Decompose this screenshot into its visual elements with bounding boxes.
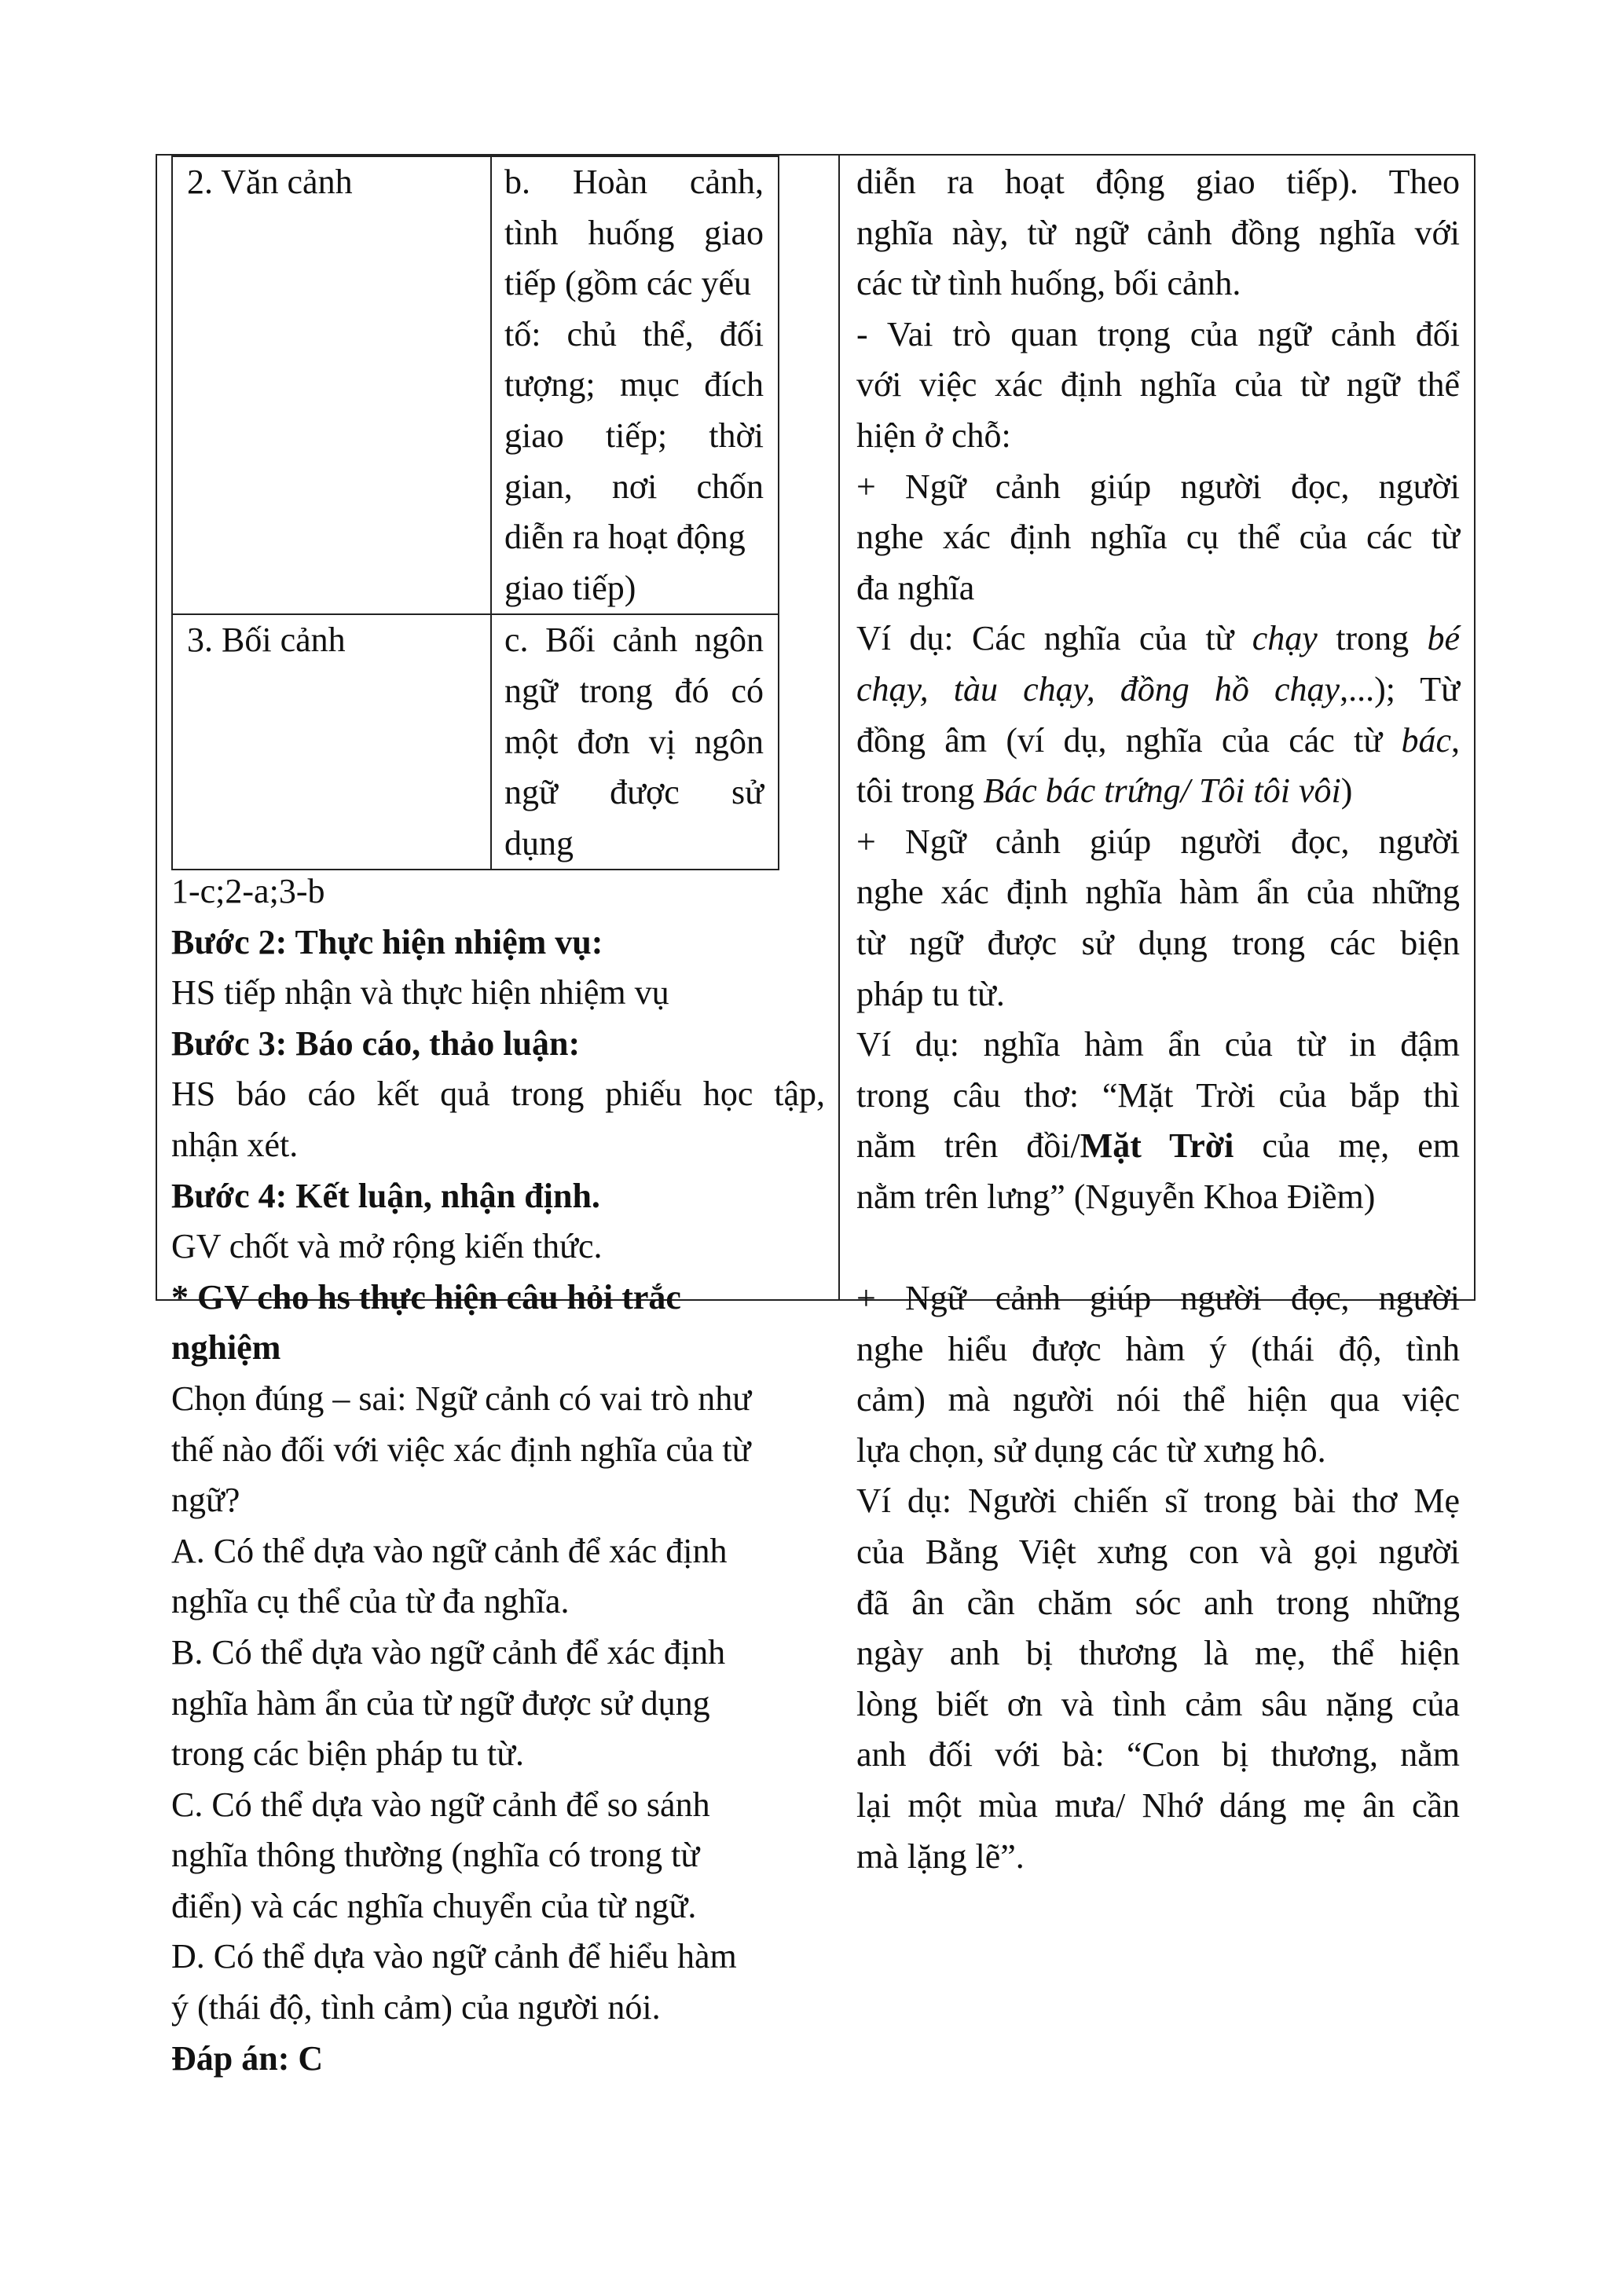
term-cell: [172, 156, 491, 614]
option-b: B. Có thể dựa vào ngữ cảnh để xác định: [171, 1632, 726, 1672]
definition-line: ngữ trong đó có: [504, 671, 764, 710]
answer-match: 1-c;2-a;3-b: [171, 872, 325, 910]
quiz-title: * GV cho hs thực hiện câu hỏi trắc: [171, 1277, 681, 1316]
option-b: trong các biện pháp tu từ.: [171, 1734, 525, 1774]
definition-line: gian, nơi chốn: [504, 467, 764, 506]
definition-line: dụng: [504, 823, 574, 862]
term-van-canh: 2. Văn cảnh: [187, 163, 353, 201]
right-line: nằm trên đồi/Mặt Trời của mẹ, em: [856, 1126, 1460, 1166]
right-line: pháp tu từ.: [856, 974, 1005, 1013]
option-d: ý (thái độ, tình cảm) của người nói.: [171, 1988, 661, 2027]
right-line: + Ngữ cảnh giúp người đọc, người: [856, 822, 1460, 861]
step2-title: Bước 2: Thực hiện nhiệm vụ:: [171, 922, 603, 961]
example-line: đồng âm (ví dụ, nghĩa của các từ bác,: [856, 720, 1460, 760]
right-line: + Ngữ cảnh giúp người đọc, người: [856, 1279, 1460, 1318]
right-line: đã ân cần chăm sóc anh trong những: [856, 1583, 1460, 1622]
right-line: hiện ở chỗ:: [856, 416, 1011, 455]
right-line: đa nghĩa: [856, 568, 975, 607]
right-line: với việc xác định nghĩa của từ ngữ thể: [856, 365, 1460, 405]
definition-line: diễn ra hoạt động: [504, 518, 746, 557]
right-line: anh đối với bà: “Con bị thương, nằm: [856, 1735, 1460, 1774]
blank-line: [856, 1222, 1460, 1273]
option-a: A. Có thể dựa vào ngữ cảnh để xác định: [171, 1531, 728, 1570]
step4-title: Bước 4: Kết luận, nhận định.: [171, 1176, 600, 1215]
definition-line: tượng; mục đích: [504, 365, 764, 405]
quiz-title: nghiệm: [171, 1328, 281, 1368]
matching-table: [171, 156, 779, 870]
right-line: nghe hiểu được hàm ý (thái độ, tình: [856, 1329, 1460, 1368]
right-line: nghĩa này, từ ngữ cảnh đồng nghĩa với: [856, 213, 1460, 252]
left-column: [171, 866, 825, 2084]
answer: Đáp án: C: [171, 2038, 324, 2078]
table-row: [172, 156, 779, 614]
quiz-question: thế nào đối với việc xác định nghĩa của từ: [171, 1430, 751, 1469]
definition-line: c. Bối cảnh ngôn: [504, 621, 764, 660]
right-column: [856, 157, 1460, 1882]
definition-line: tình huống giao: [504, 213, 764, 252]
definition-line: giao tiếp; thời: [504, 416, 764, 455]
definition-cell: [491, 156, 779, 614]
example-line: chạy, tàu chạy, đồng hồ chạy,...); Từ: [856, 669, 1461, 709]
definition-line: giao tiếp): [504, 568, 636, 607]
step3-line: nhận xét.: [171, 1125, 299, 1164]
right-line: lại một mùa mưa/ Nhớ dáng mẹ ân cần: [856, 1786, 1460, 1825]
right-line: cảm) mà người nói thể hiện qua việc: [856, 1380, 1460, 1419]
option-b: nghĩa hàm ẩn của từ ngữ được sử dụng: [171, 1683, 710, 1723]
term-boi-canh: 3. Bối cảnh: [187, 621, 346, 660]
column-divider: [838, 154, 840, 1301]
option-a: nghĩa cụ thể của từ đa nghĩa.: [171, 1582, 570, 1621]
right-line: - Vai trò quan trọng của ngữ cảnh đối: [856, 314, 1460, 353]
right-line: nghe xác định nghĩa cụ thể của các từ: [856, 518, 1460, 557]
definition-line: tố: chủ thể, đối: [504, 314, 764, 353]
right-line: Ví dụ: nghĩa hàm ẩn của từ in đậm: [856, 1025, 1460, 1064]
right-line: Ví dụ: Người chiến sĩ trong bài thơ Mẹ: [856, 1481, 1460, 1521]
option-d: D. Có thể dựa vào ngữ cảnh để hiểu hàm: [171, 1937, 737, 1976]
right-line: + Ngữ cảnh giúp người đọc, người: [856, 467, 1460, 506]
table-row: [172, 614, 779, 870]
example-line: Ví dụ: Các nghĩa của từ chạy trong bé: [856, 619, 1460, 658]
right-line: lòng biết ơn và tình cảm sâu nặng của: [856, 1684, 1460, 1723]
step2-text: HS tiếp nhận và thực hiện nhiệm vụ: [171, 973, 669, 1013]
definition-cell: [491, 614, 779, 870]
option-c: C. Có thể dựa vào ngữ cảnh để so sánh: [171, 1785, 710, 1824]
quiz-question: ngữ?: [171, 1481, 240, 1520]
definition-line: b. Hoàn cảnh,: [504, 163, 764, 201]
step3-title: Bước 3: Báo cáo, thảo luận:: [171, 1023, 581, 1063]
option-c: nghĩa thông thường (nghĩa có trong từ: [171, 1836, 700, 1875]
right-line: nghe xác định nghĩa hàm ẩn của những: [856, 873, 1460, 912]
right-line: trong câu thơ: “Mặt Trời của bắp thì: [856, 1075, 1460, 1115]
definition-line: tiếp (gồm các yếu: [504, 264, 751, 303]
right-line: diễn ra hoạt động giao tiếp). Theo: [856, 163, 1460, 201]
right-line: lựa chọn, sử dụng các từ xưng hô.: [856, 1430, 1326, 1470]
right-line: nằm trên lưng” (Nguyễn Khoa Điềm): [856, 1177, 1376, 1216]
quiz-question: Chọn đúng – sai: Ngữ cảnh có vai trò như: [171, 1379, 752, 1418]
right-line: các từ tình huống, bối cảnh.: [856, 264, 1241, 303]
right-line: mà lặng lẽ”.: [856, 1836, 1025, 1876]
right-line: từ ngữ được sử dụng trong các biện: [856, 923, 1460, 962]
option-c: điển) và các nghĩa chuyển của từ ngữ.: [171, 1886, 697, 1925]
right-line: của Bằng Việt xưng con và gọi người: [856, 1532, 1460, 1572]
term-cell: [172, 614, 491, 870]
definition-line: ngữ được sử: [504, 773, 764, 812]
definition-line: một đơn vị ngôn: [504, 722, 764, 761]
right-line: ngày anh bị thương là mẹ, thể hiện: [856, 1634, 1460, 1673]
step3-line: HS báo cáo kết quả trong phiếu học tập,: [171, 1075, 825, 1114]
step4-text: GV chốt và mở rộng kiến thức.: [171, 1227, 603, 1266]
example-line: tôi trong Bác bác trứng/ Tôi tôi vôi): [856, 771, 1353, 811]
